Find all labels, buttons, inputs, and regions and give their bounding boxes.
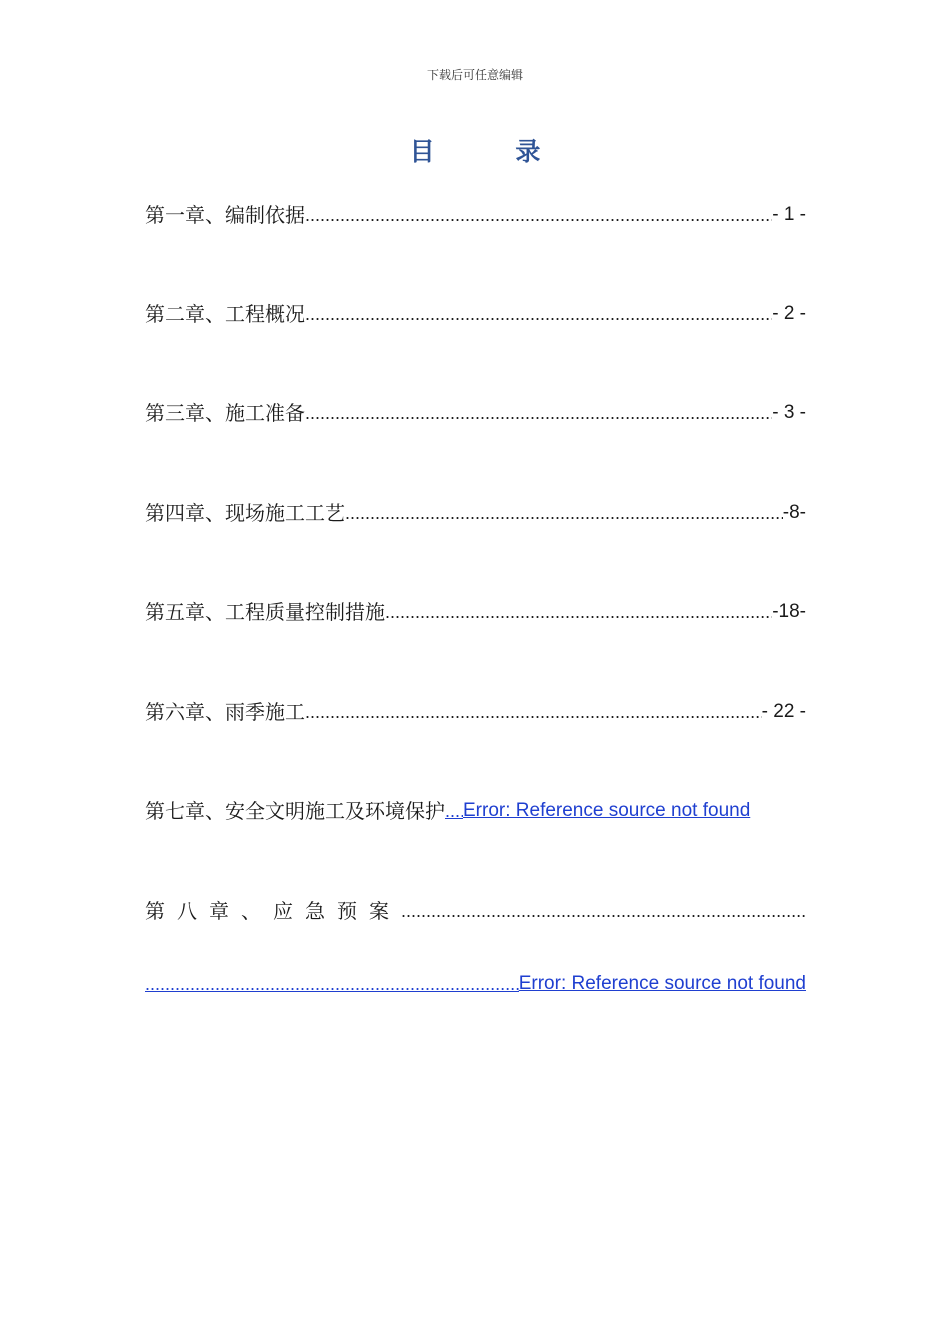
toc-entry-7[interactable] — [145, 796, 806, 826]
toc-dot-leader — [305, 200, 772, 230]
toc-entry-label: 第八章、应急预案 — [145, 899, 401, 923]
toc-entry-label: 第三章、施工准备 — [145, 401, 305, 425]
toc-entry-label: 第五章、工程质量控制措施 — [145, 600, 385, 624]
toc-entry-label: 第七章、安全文明施工及环境保护 — [145, 799, 445, 823]
page-header-note: 下载后可任意编辑 — [426, 68, 523, 82]
toc-dot-leader — [401, 896, 806, 926]
toc-entry-3[interactable] — [145, 398, 806, 428]
toc-entry-label: 第六章、雨季施工 — [145, 700, 305, 724]
toc-reference-link[interactable]: Error: Reference source not found — [463, 800, 751, 821]
toc-page-number: -18- — [772, 601, 806, 622]
toc-dot-leader — [305, 697, 762, 727]
toc-page-number: - 22 - — [761, 701, 806, 722]
toc-entry-5[interactable] — [145, 597, 806, 627]
toc-entry-1[interactable] — [145, 200, 806, 230]
toc-title: 目 录 — [409, 137, 577, 166]
toc-dot-leader[interactable] — [145, 969, 519, 999]
toc-entry-label: 第一章、编制依据 — [145, 203, 305, 227]
toc-entry-4[interactable] — [145, 498, 806, 528]
toc-page-number: - 3 - — [772, 402, 806, 423]
toc-entry-label: 第二章、工程概况 — [145, 302, 305, 326]
toc-dot-leader — [345, 498, 783, 528]
toc-dot-leader[interactable] — [445, 796, 463, 826]
toc-entry-label: 第四章、现场施工工艺 — [145, 501, 345, 525]
toc-entry-8-continuation[interactable] — [145, 969, 806, 999]
toc-dot-leader — [305, 398, 772, 428]
toc-page-number: - 1 - — [772, 204, 806, 225]
toc-entry-2[interactable] — [145, 299, 806, 329]
toc-reference-link[interactable]: Error: Reference source not found — [518, 973, 806, 994]
toc-dot-leader — [385, 597, 772, 627]
toc-dot-leader — [305, 299, 772, 329]
toc-entry-6[interactable] — [145, 697, 806, 727]
toc-entry-8[interactable] — [145, 896, 806, 926]
toc-page-number: -8- — [782, 502, 806, 523]
toc-page-number: - 2 - — [772, 303, 806, 324]
